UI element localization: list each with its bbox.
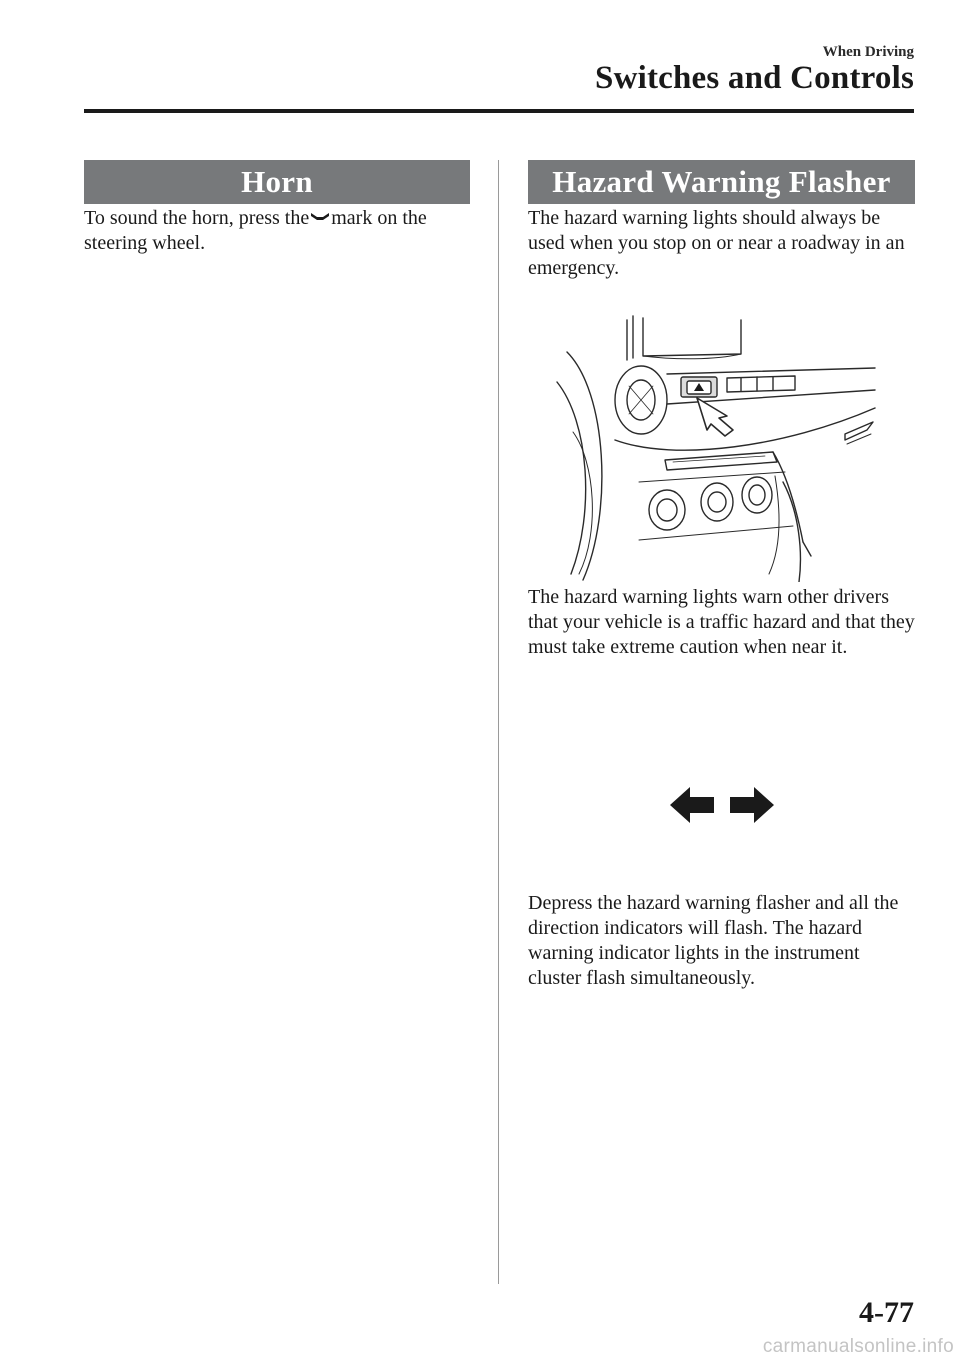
column-divider — [498, 160, 499, 1284]
watermark: carmanualsonline.info — [762, 1336, 954, 1357]
dashboard-hazard-switch-illustration — [555, 312, 885, 582]
hazard-paragraph-2: The hazard warning lights warn other drivers that your vehicle is a traffic hazard and that they must take extreme caution when near it. — [528, 586, 915, 658]
page-title: Switches and Controls — [595, 60, 914, 96]
header-rule — [84, 109, 914, 113]
turn-signal-arrows-icon — [668, 785, 776, 825]
chapter-label: When Driving — [822, 44, 914, 60]
horn-text-before: To sound the horn, press the — [84, 207, 310, 229]
hazard-heading: Hazard Warning Flasher — [528, 160, 915, 204]
hazard-paragraph-1: The hazard warning lights should always be used when you stop on or near a roadway in an emergency. — [528, 207, 905, 279]
horn-heading: Horn — [84, 160, 470, 204]
hazard-paragraph-3: Depress the hazard warning flasher and all the direction indicators will flash. The hazard warning indicator lights in the instrument cluster flash simultaneously. — [528, 892, 899, 989]
horn-text-after: mark on the steering wheel. — [84, 207, 427, 254]
horn-icon — [310, 212, 330, 224]
page-number: 4-77 — [859, 1296, 914, 1329]
horn-paragraph — [84, 206, 470, 256]
